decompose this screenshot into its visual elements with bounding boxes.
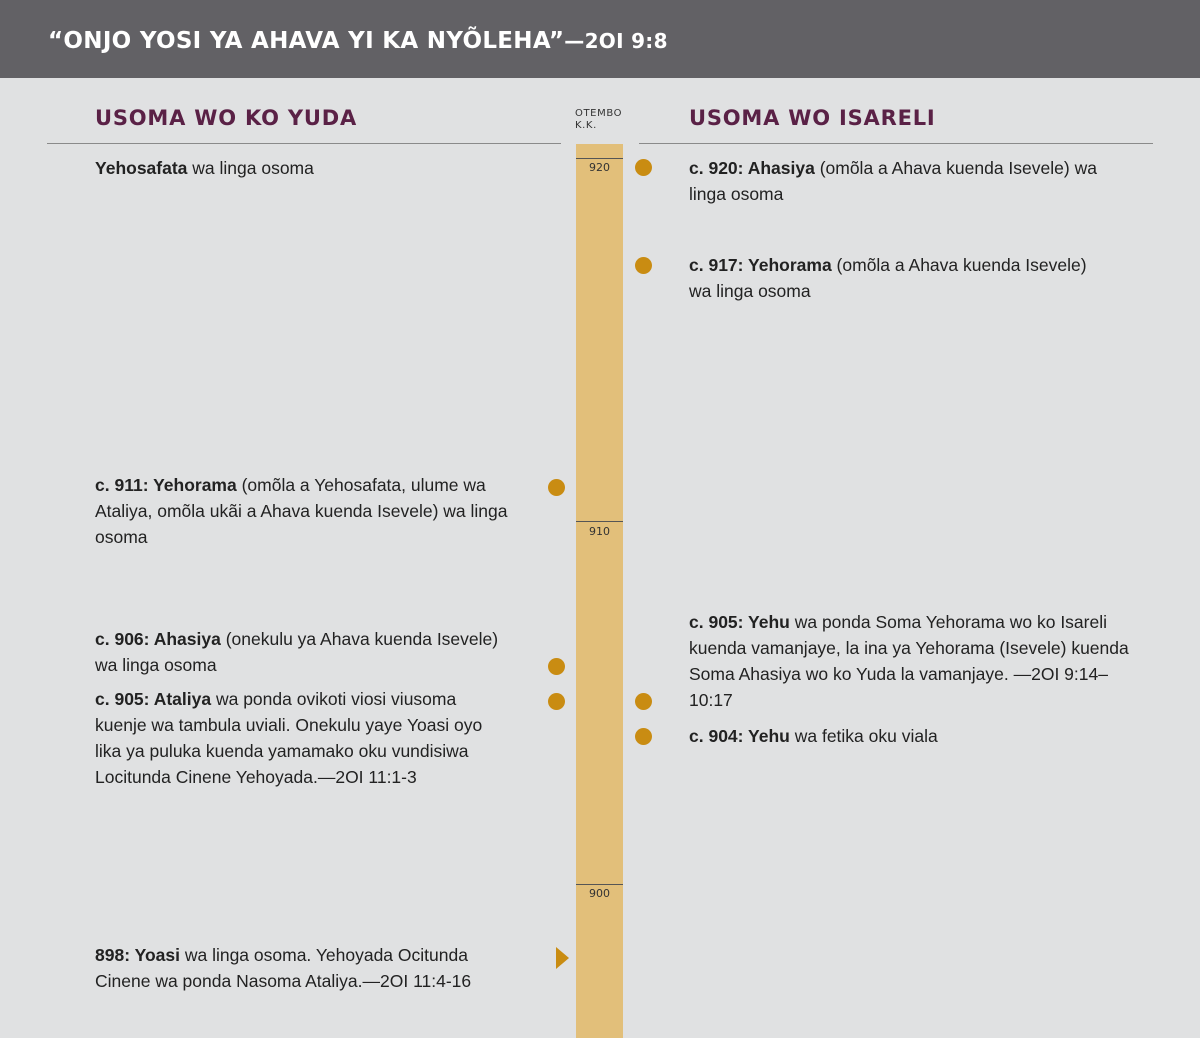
entry-text: wa linga osoma (187, 158, 314, 178)
title-banner (0, 0, 1200, 78)
axis-label-line1: OTEMBO (575, 108, 623, 119)
banner-reference: —2OI 9:8 (564, 29, 668, 53)
israel-marker-dot (635, 159, 652, 176)
entry-text: (omõla a Ahava kuenda Isevele) wa linga osoma (689, 158, 1097, 204)
banner-title-text: “ONJO YOSI YA AHAVA YI KA NYÕLEHA” (48, 28, 565, 54)
tick-label-920: 920 (589, 161, 610, 174)
entry-text: wa ponda Soma Yehorama wo ko Isareli kuenda vamanjaye, la ina ya Yehorama (Isevele) kuenda Soma Ahasiya wo ko Yuda la vamanjaye. —2OI 9:14–10:17 (689, 612, 1129, 710)
tick-label-900: 900 (589, 887, 610, 900)
tick-mark-910 (576, 521, 623, 522)
entry-heading: c. 911: Yehorama (95, 475, 237, 495)
judah-heading-rule (47, 143, 561, 144)
israel-entry (689, 609, 1129, 713)
israel-entry (689, 252, 1109, 304)
entry-heading: c. 906: Ahasiya (95, 629, 221, 649)
tick-label-910: 910 (589, 525, 610, 538)
entry-text: (omõla a Ahava kuenda Isevele) wa linga osoma (689, 255, 1087, 301)
entry-heading: c. 920: Ahasiya (689, 158, 815, 178)
tick-mark-900 (576, 884, 623, 885)
entry-heading: 898: Yoasi (95, 945, 180, 965)
judah-marker-arrow-icon (556, 947, 569, 969)
entry-text: wa linga osoma. Yehoyada Ocitunda Cinene wa ponda Nasoma Ataliya.—2OI 11:4-16 (95, 945, 472, 991)
entry-text: (onekulu ya Ahava kuenda Isevele) wa linga osoma (95, 629, 499, 675)
entry-text: (omõla a Yehosafata, ulume wa Ataliya, omõla ukãi a Ahava kuenda Isevele) wa linga osoma (95, 475, 508, 547)
israel-entry (689, 155, 1109, 207)
judah-marker-dot (548, 693, 565, 710)
judah-entry (95, 942, 495, 994)
entry-heading: c. 917: Yehorama (689, 255, 832, 275)
israel-heading-rule (639, 143, 1153, 144)
judah-marker-dot (548, 658, 565, 675)
judah-entry (95, 626, 525, 678)
judah-entry (95, 686, 505, 790)
judah-entry (95, 472, 515, 550)
entry-heading: c. 905: Ataliya (95, 689, 212, 709)
banner-title (48, 28, 668, 54)
axis-label-line2: K.K. (575, 120, 597, 131)
entry-heading: Yehosafata (95, 158, 188, 178)
judah-heading: USOMA WO KO YUDA (95, 106, 358, 130)
israel-marker-dot (635, 257, 652, 274)
tick-mark-920 (576, 158, 623, 159)
israel-marker-dot (635, 693, 652, 710)
axis-label (575, 108, 622, 132)
entry-heading: c. 904: Yehu (689, 726, 790, 746)
entry-text: wa ponda ovikoti viosi viusoma kuenje wa tambula uviali. Onekulu yaye Yoasi oyo lika ya puluka kuenda yamamako oku vundisiwa Locitunda Cinene Yehoyada.—2OI 11:1-3 (95, 689, 483, 787)
judah-marker-dot (548, 479, 565, 496)
entry-text: wa fetika oku viala (789, 726, 938, 746)
israel-entry (689, 723, 1129, 749)
entry-heading: c. 905: Yehu (689, 612, 790, 632)
israel-marker-dot (635, 728, 652, 745)
judah-entry (95, 155, 535, 181)
israel-heading: USOMA WO ISARELI (689, 106, 936, 130)
timeline-bar (576, 144, 623, 1038)
